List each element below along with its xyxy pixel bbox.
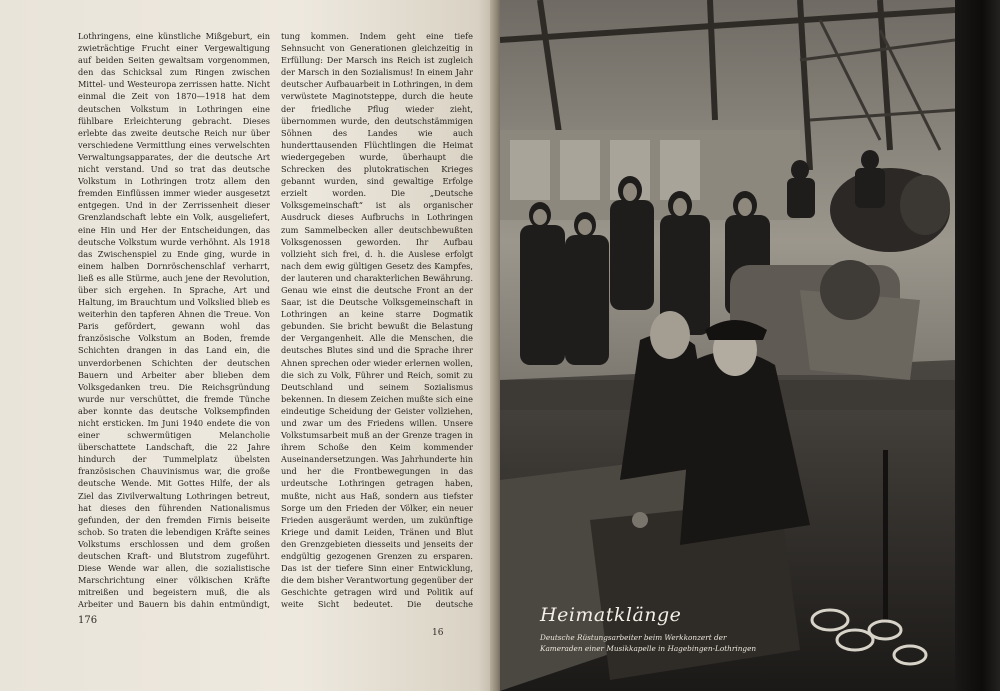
photo-caption-title: Heimatklänge <box>540 604 682 626</box>
column-left-text: Lothringens, eine künstliche Mißgeburt, ein zwieträchtige Frucht einer Vergewaltigung auf beiden Seiten gewaltsam vorgenommen, den das Schicksal zum Ringen zwischen Mittel- und Westeuropa zerrissen hatte. Nicht einmal die Zeit von 1870—1918 hat dem deutschen Volkstum in Lothringen eine fühlbare Erleichterung gebracht. Dieses erlebte das zweite deutsche Reich nur über verschiedene Vermittlung eines verwelschten Verwaltungsapparates, der die deutsche Art nicht verstand. Und so trat das deutsche Volkstum in Lothringen trotz allem den fremden Einflüssen immer wieder ausgesetzt entgegen. Und in der Zerrissenheit dieser Grenzlandschaft lebte ein Volk, ausgeliefert, eine Hin und Her der Entscheidungen, das deutsche Volkstum wurde verhöhnt. Als 1918 das Zwischenspiel zu Ende ging, wurde in einem halben Dornröschenschlaf verharrt, ließ es alle Stürme, auch jene der Revolution, über sich ergehen. In Sprache, Art und Haltung, im Brauchtum und Volkslied blieb es weiterhin den tapferen Ahnen die Treue. Von Paris gefördert, gewann wohl das französische Volkstum an Boden, fremde Schichten drangen in das Land ein, die unverdorbenen Schichten der deutschen Bauern und Arbeiter aber blieben dem Volksgedanken treu. Die Reichsgründung wurde nur verschüttet, die fremde Tünche aber konnte das deutsche Volksempfinden nicht ersticken. Im Juni 1940 endete die von einer schwermütigen Melancholie überschattete Landschaft, die 22 Jahre hindurch der Tummelplatz übelsten französischen Chauvinismus war, die große deutsche Wende. Mit Gottes Hilfe, der als Ziel das Zivilverwaltung Lothringen betreut, hat dieses den führenden Nationalismus gefunden, der den fremden Firnis beiseite schob. So traten die lebendigen Kräfte seines Volkstums erschlossen und dem großen deutschen Kraft- und Blutstrom zugeführt. Diese Wende war allen, die sozialistische Marschrichtung einer völkischen Kräfte mitreißen und begeistern muß, die als Arbeiter und Bauern bis dahin entmündigt, <box>78 31 270 610</box>
signature-mark: 16 <box>432 628 444 638</box>
book-cover-edge <box>955 0 1000 691</box>
text-column-left <box>78 30 270 610</box>
column-right-text: tung kommen. Indem geht eine tiefe Sehnsucht von Generationen gleichzeitig in Erfüllung: Der Marsch ins Reich ist zugleich der Marsch in den Sozialismus! In einem Jahr deutscher Aufbauarbeit in Lothringen, in dem verwüstete Maginotsteppe, durch die heute der friedliche Pflug wieder zieht, übernommen wurde, den deutschstämmigen Söhnen des Landes wie auch hunderttausenden Flüchtlingen die Heimat wiedergegeben wurde, überhaupt die Schrecken des plutokratischen Krieges gebannt wurden, sind gewaltige Erfolge erzielt worden. Die „Deutsche Volksgemeinschaft“ ist als organischer Ausdruck dieses Aufbruchs in Lothringen zum Sammelbecken aller deutschbewußten Volksgenossen geworden. Ihr Aufbau vollzieht sich frei, d. h. die Auslese erfolgt nach dem ewig gültigen Gesetz des Kampfes, der lauteren und charakterlichen Bewährung. Genau wie einst die deutsche Front an der Saar, ist die Deutsche Volksgemeinschaft in Lothringen an keine starre Dogmatik gebunden. Sie bricht bewußt die Belastung der Vergangenheit. Alle die Menschen, die deutsches Blutes sind und die Sprache ihrer Ahnen sprechen oder wieder erlernen wollen, die sich zu Volk, Führer und Reich, somit zu Deutschland und seinem Sozialismus bekennen. In diesem Zeichen mußte sich eine eindeutige Scheidung der Geister vollziehen, und zwar um des Friedens willen. Unsere Volkstumsarbeit muß an der Grenze tragen in ihrem Schoße den Keim kommender Auseinandersetzungen. Was Jahrhunderte hin und her die Frontbewegungen in das urdeutsche Lothringen getragen haben, mußte, nicht aus Haß, sondern aus tiefster Sorge um den Frieden der Völker, ein neuer Frieden ausgeräumt werden, um zukünftige Kriege und damit Leiden, Tränen und Blut den Grenzgebieten diesseits und jenseits der endgültig gezogenen Grenzen zu ersparen. Das ist der tiefere Sinn einer Entwicklung, die dem bisher Verantwortung gegenüber der Geschichte getragen wird und Politik auf weite Sicht bedeutet. Die deutsche <box>281 31 473 610</box>
text-column-right <box>281 30 473 610</box>
factory-photo-image <box>500 0 955 691</box>
factory-photo <box>500 0 955 691</box>
photo-caption-text: Deutsche Rüstungsarbeiter beim Werkkonzert der Kameraden einer Musikkapelle in Hagebingen-Lothringen <box>540 633 757 653</box>
left-page <box>0 0 498 691</box>
page-number: 176 <box>78 615 98 626</box>
